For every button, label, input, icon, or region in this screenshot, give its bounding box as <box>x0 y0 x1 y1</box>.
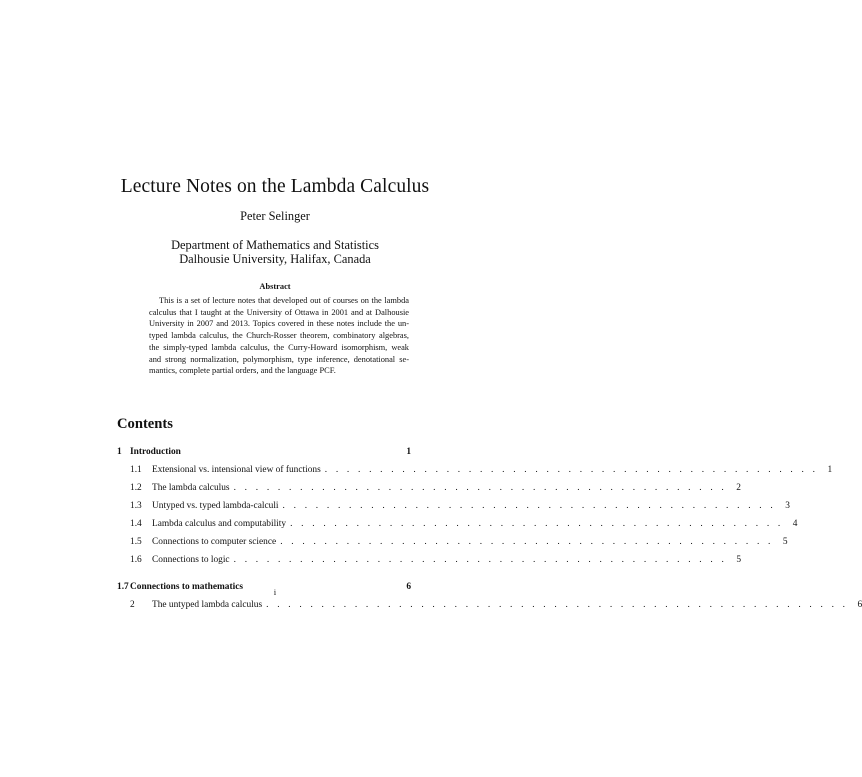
toc-entry-page: 6 <box>857 600 862 610</box>
page-number: i <box>273 587 277 597</box>
toc-entry[interactable] <box>117 499 790 513</box>
toc-leader: . . . . . . . . . . . . . . . . . . . . . . . . . . . . . . . . . . . . . . . . . . . . . <box>324 465 819 475</box>
toc-entry[interactable] <box>117 553 742 567</box>
toc-leader: . . . . . . . . . . . . . . . . . . . . . . . . . . . . . . . . . . . . . . . . . . . . . <box>290 519 784 529</box>
toc-entry-label: Lambda calculus and computability <box>152 519 287 529</box>
abstract-text: This is a set of lecture notes that developed out of courses on the lambda calculus that I taught at the University of Ottawa in 2001 and at Dalhousie University in 2007 and 2013. Topics covered in these notes include the untyped lambda calculus, the Church-Rosser theorem, combinatory algebras, the simply-typed lambda calculus, the Curry-Howard isomorphism, weak and strong normalization, polymorphism, type inference, denotational semantics, complete partial orders, and the language PCF. <box>149 296 409 376</box>
toc-entry-label: Introduction <box>130 447 181 457</box>
toc-entry-label: Untyped vs. typed lambda-calculi <box>152 501 279 511</box>
toc-entry-number: 1.7 <box>117 582 129 592</box>
toc-entry-number: 1 <box>117 447 122 457</box>
toc-entry-label: Connections to mathematics <box>130 582 244 592</box>
abstract-heading: Abstract <box>259 282 291 291</box>
toc-entry-label: Connections to computer science <box>152 537 277 547</box>
toc-entry-label: The lambda calculus <box>152 483 230 493</box>
toc-entry-page: 5 <box>782 537 788 547</box>
toc-entry-number: 1.6 <box>130 555 142 565</box>
toc-leader: . . . . . . . . . . . . . . . . . . . . . . . . . . . . . . . . . . . . . . . . . . . . . <box>282 501 776 511</box>
toc-entry-label: Connections to logic <box>152 555 230 565</box>
toc-entry-number: 1.1 <box>130 465 142 475</box>
toc-entry-page: 5 <box>736 555 742 565</box>
author-name: Peter Selinger <box>240 209 310 223</box>
toc-entry-number: 1.5 <box>130 537 142 547</box>
contents-heading: Contents <box>117 416 173 432</box>
toc-entry-page: 4 <box>792 519 798 529</box>
toc-entry-label: Extensional vs. intensional view of functions <box>152 465 321 475</box>
toc-leader: . . . . . . . . . . . . . . . . . . . . . . . . . . . . . . . . . . . . . . . . . . . . . <box>233 555 728 565</box>
toc-entry-number: 1.2 <box>130 483 142 493</box>
toc-entry-page: 1 <box>827 465 833 475</box>
toc-leader: . . . . . . . . . . . . . . . . . . . . . . . . . . . . . . . . . . . . . . . . . . . . . <box>280 537 774 547</box>
toc-entry[interactable] <box>117 598 862 612</box>
toc-entry[interactable] <box>117 481 741 495</box>
toc-entry-number: 1.4 <box>130 519 142 529</box>
toc-entry-number: 2 <box>130 600 135 610</box>
toc-leader: . . . . . . . . . . . . . . . . . . . . . . . . . . . . . . . . . . . . . . . . . . . . . . . . . . . . . <box>266 600 849 610</box>
toc-entry-number: 1.3 <box>130 501 142 511</box>
toc-entry-page: 3 <box>785 501 790 511</box>
toc-entry-page: 1 <box>406 447 411 457</box>
toc-entry[interactable] <box>117 517 798 531</box>
paper-title: Lecture Notes on the Lambda Calculus <box>120 176 430 197</box>
toc-entry-label: The untyped lambda calculus <box>152 600 263 610</box>
toc-leader: . . . . . . . . . . . . . . . . . . . . . . . . . . . . . . . . . . . . . . . . . . . . . <box>233 483 727 493</box>
toc-entry[interactable] <box>117 445 411 459</box>
toc-entry[interactable] <box>117 535 788 549</box>
affiliation-line-1: Department of Mathematics and Statistics <box>171 238 379 252</box>
affiliation-line-2: Dalhousie University, Halifax, Canada <box>179 252 371 266</box>
toc-entry-page: 2 <box>736 483 741 493</box>
toc-entry[interactable] <box>117 463 833 477</box>
toc-entry-page: 6 <box>406 582 411 592</box>
